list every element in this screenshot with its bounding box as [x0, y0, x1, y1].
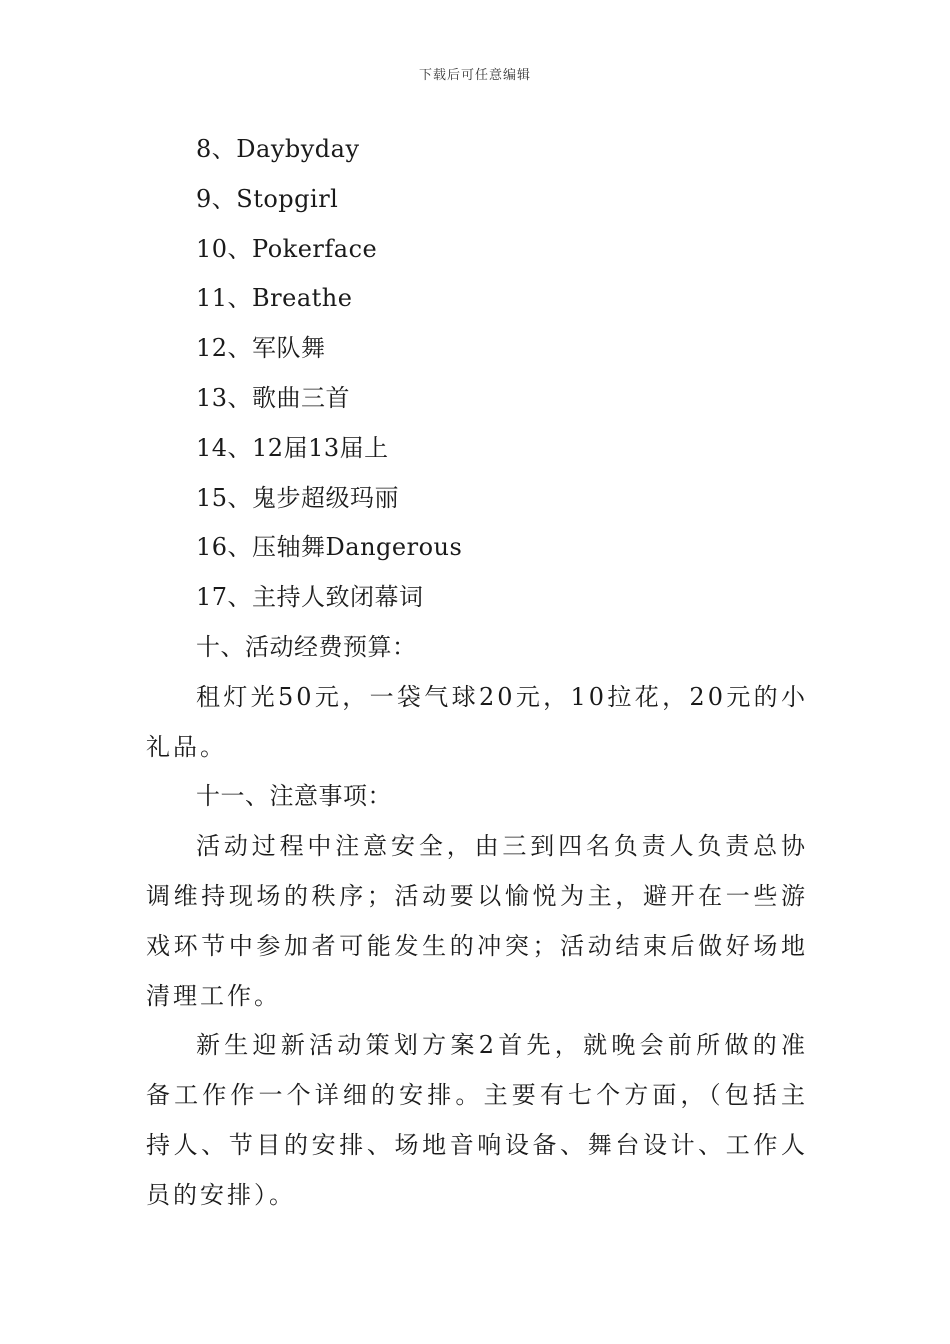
program-item: 16、压轴舞Dangerous: [196, 533, 463, 562]
document-body: [146, 125, 808, 1221]
program-item: 13、歌曲三首: [196, 383, 351, 412]
notes-paragraph: 活动过程中注意安全，由三到四名负责人负责总协调维持现场的秩序；活动要以愉悦为主，避开在一些游戏环节中参加者可能发生的冲突；活动结束后做好场地清理工作。: [146, 832, 808, 1010]
plan2-paragraph: 新生迎新活动策划方案2首先，就晚会前所做的准备工作作一个详细的安排。主要有七个方面，（包括主持人、节目的安排、场地音响设备、舞台设计、工作人员的安排）。: [146, 1031, 808, 1209]
budget-heading: 十、活动经费预算：: [196, 632, 417, 661]
program-item: 11、Breathe: [196, 284, 353, 313]
program-item: 9、Stopgirl: [196, 184, 339, 213]
program-item: 10、Pokerface: [196, 234, 378, 263]
page-header: 下载后可任意编辑: [418, 68, 531, 83]
program-item: 14、12届13届上: [196, 433, 389, 462]
budget-paragraph: 租灯光50元，一袋气球20元，10拉花，20元的小礼品。: [146, 682, 808, 761]
program-item: 15、鬼步超级玛丽: [196, 483, 400, 512]
program-item: 12、军队舞: [196, 334, 326, 363]
program-item: 17、主持人致闭幕词: [196, 583, 424, 612]
notes-heading: 十一、注意事项：: [196, 782, 392, 811]
program-item: 8、Daybyday: [196, 135, 360, 163]
